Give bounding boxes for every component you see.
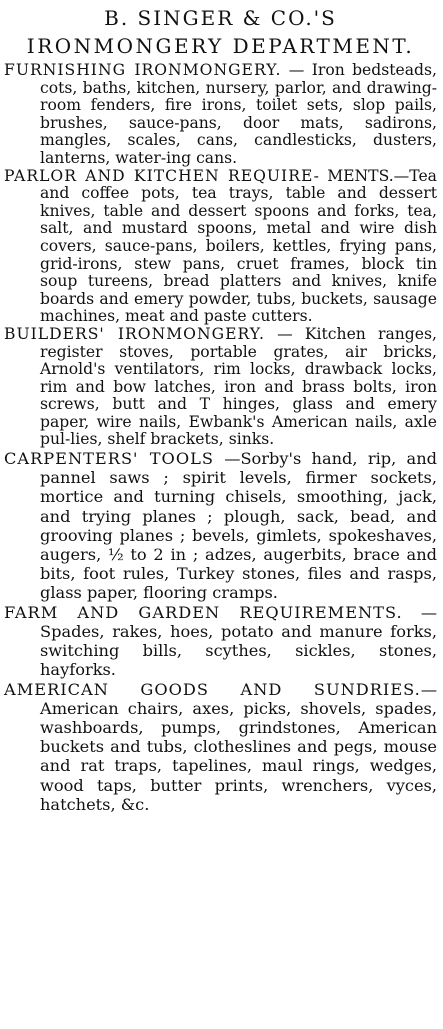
section-separator: — (213, 449, 241, 469)
section-body: American chairs, axes, picks, shovels, spades, washboards, pumps, grindstones, American buckets and tubs, clotheslines and pegs, mouse and rat traps, tapelines, maul rings, wedges, wood taps, butter prints, wrenchers, vyces, hatchets, &c. (40, 698, 437, 814)
section-heading: CARPENTERS' TOOLS (4, 449, 214, 469)
firm-name: B. SINGER & CO.'S (104, 6, 337, 30)
section-separator: — (264, 324, 305, 343)
section-american-goods (4, 680, 437, 814)
section-separator: — (420, 679, 437, 699)
section-body: Sorby's hand, rip, and pannel saws ; spirit levels, firmer sockets, mortice and turning chisels, smoothing, jack, and trying planes ; plough, sack, bead, and grooving planes ; bevels, gimlets, spokeshaves, augers, ½ to 2 in ; adzes, augerbits, brace and bits, foot rules, Turkey stones, files and rasps, glass paper, flooring cramps. (40, 449, 437, 603)
section-parlor-kitchen (4, 168, 437, 326)
section-heading: FARM AND GARDEN REQUIREMENTS. (4, 602, 403, 622)
section-heading: PARLOR AND KITCHEN REQUIRE- (4, 166, 320, 185)
section-carpenters-tools (4, 449, 437, 603)
section-body: Kitchen ranges, register stoves, portable grates, air bricks, Arnold's ventilators, rim locks, drawback locks, rim and bow latches, iron and brass bolts, iron screws, butt and T hinges, glass and emery paper, wire nails, Ewbank's American nails, axle pul-lies, shelf brackets, sinks. (40, 324, 437, 449)
section-separator (403, 603, 421, 622)
section-furnishing-ironmongery (4, 62, 437, 168)
section-heading: AMERICAN GOODS AND SUNDRIES. (4, 679, 421, 699)
section-body: —Spades, rakes, hoes, potato and manure forks, switching bills, scythes, sickles, stones, hayforks. (40, 602, 437, 680)
section-builders-ironmongery (4, 326, 437, 449)
section-heading: BUILDERS' IRONMONGERY. (4, 324, 265, 343)
masthead (4, 4, 437, 60)
section-body: MENTS.—Tea and coffee pots, tea trays, table and dessert knives, table and dessert spoons and forks, tea, salt, and mustard spoons, metal and wire dish covers, sauce-pans, boilers, kettles, frying pans, grid-irons, stew pans, cruet frames, block tin soup tureens, bread platters and knives, knife boards and emery powder, tubs, buckets, sausage machines, meat and paste cutters. (40, 166, 437, 326)
section-separator: — (281, 61, 312, 79)
department-title: IRONMONGERY DEPARTMENT. (26, 34, 415, 58)
section-heading: FURNISHING IRONMONGERY. (4, 61, 282, 79)
section-farm-garden (4, 603, 437, 680)
section-body: Iron bedsteads, cots, baths, kitchen, nursery, parlor, and drawing-room fenders, fire irons, toilet sets, slop pails, brushes, sauce-pans, door mats, sadirons, mangles, scales, cans, candlesticks, dusters, lanterns, water-ing cans. (40, 61, 438, 167)
